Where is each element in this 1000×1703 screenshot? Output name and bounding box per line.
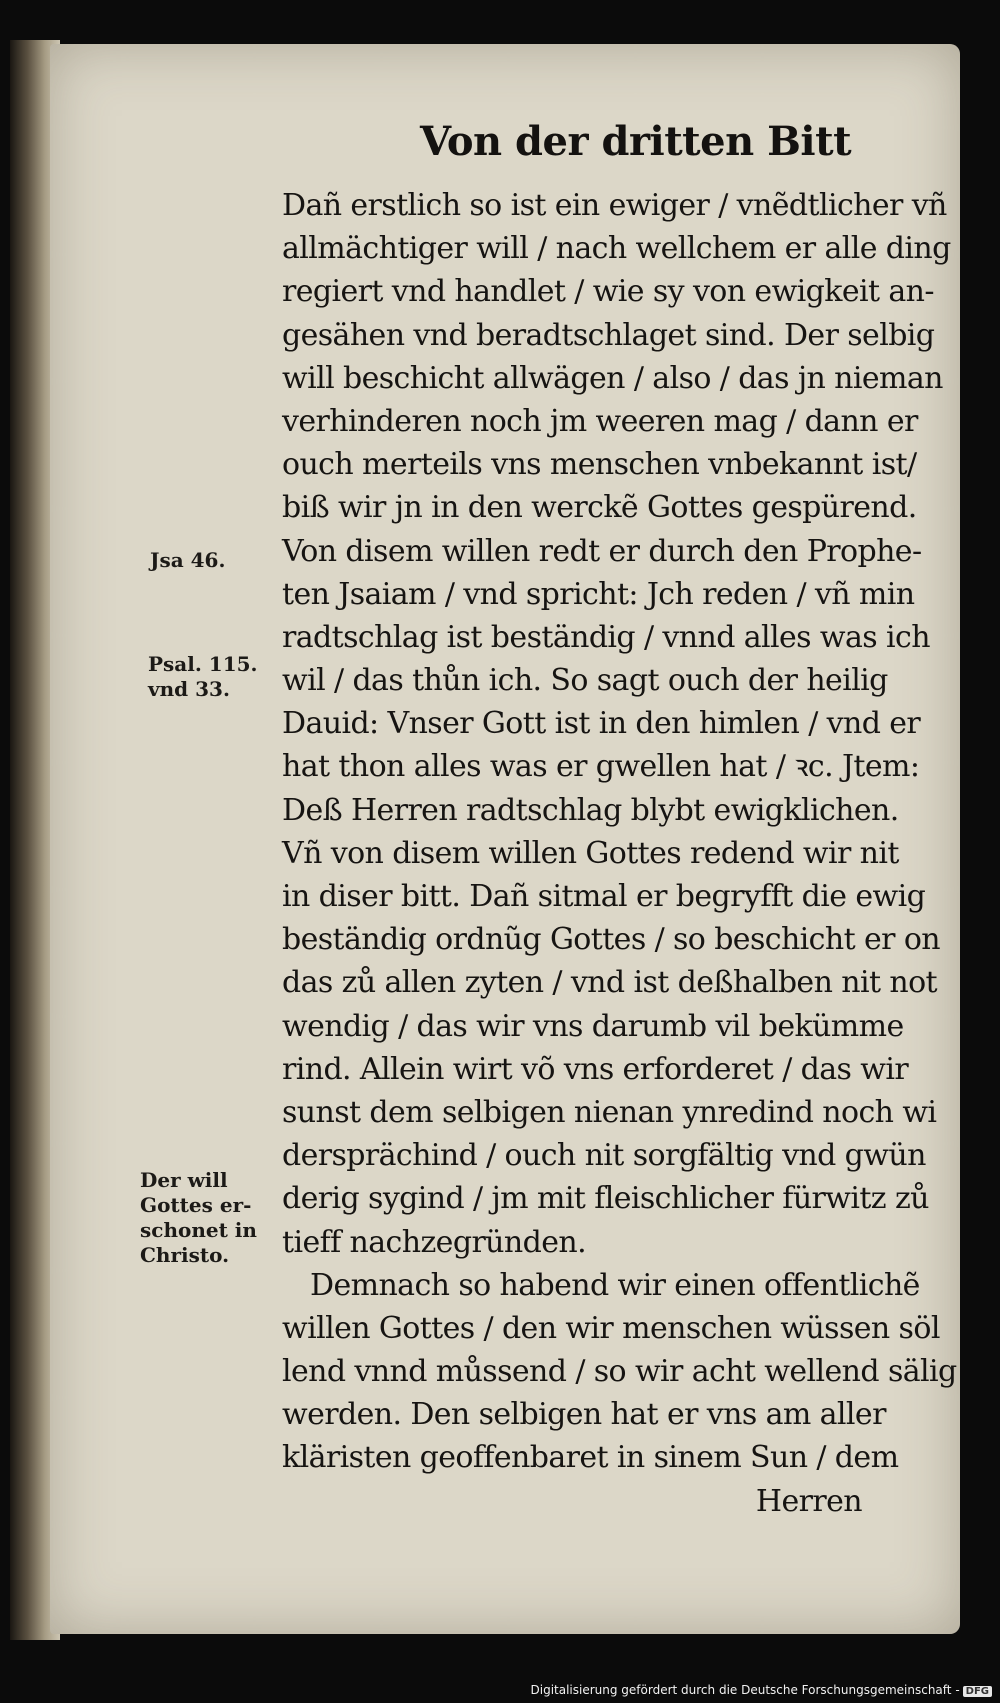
text-line: wil / das thůn ich. So sagt ouch der heilig (282, 663, 888, 699)
text-line: gesähen vnd beradtschlaget sind. Der selbig (282, 317, 935, 353)
text-line: Von disem willen redt er durch den Prophe- (282, 533, 922, 569)
text-line: derig sygind / jm mit fleischlicher fürwitz zů (282, 1181, 929, 1217)
body-text-block (282, 184, 962, 1523)
text-line: das zů allen zyten / vnd ist deßhalben nit not (282, 965, 937, 1001)
text-line: Dauid: Vnser Gott ist in den himlen / vnd er (282, 706, 921, 742)
credit-text: Digitalisierung gefördert durch die Deutsche Forschungsgemeinschaft - (530, 1683, 960, 1697)
text-line: wendig / das wir vns darumb vil bekümme (282, 1008, 904, 1044)
text-line: dersprächind / ouch nit sorgfältig vnd gwün (282, 1138, 926, 1174)
text-line: werden. Den selbigen hat er vns am aller (282, 1397, 886, 1433)
dfg-logo: DFG (963, 1686, 992, 1697)
text-line: Deß Herren radtschlag blybt ewigklichen. (282, 792, 899, 828)
margin-note-isaiah: Jsa 46. (150, 548, 226, 572)
text-line: beständig ordnũg Gottes / so beschicht er on (282, 922, 941, 958)
text-line: in diser bitt. Dañ sitmal er begryfft die ewig (282, 879, 926, 914)
text-line: ouch merteils vns menschen vnbekannt ist/ (282, 447, 917, 483)
text-line: radtschlag ist beständig / vnnd alles was ich (282, 619, 930, 655)
text-line: rind. Allein wirt võ vns erforderet / das wir (282, 1051, 909, 1087)
text-line: verhinderen noch jm weeren mag / dann er (282, 403, 918, 439)
margin-note-psalms: Psal. 115. vnd 33. (148, 652, 258, 701)
text-line: tieff nachzegründen. (282, 1224, 587, 1260)
text-line: Demnach so habend wir einen offentlichẽ (310, 1267, 920, 1303)
text-line: ten Jsaiam / vnd spricht: Jch reden / vñ min (282, 576, 915, 612)
digitization-credit (531, 1683, 993, 1697)
catchword: Herren (755, 1483, 862, 1519)
text-line: sunst dem selbigen nienan ynredind noch wi (282, 1094, 937, 1130)
text-line: regiert vnd handlet / wie sy von ewigkeit an- (282, 274, 934, 310)
margin-note-will-of-god: Der will Gottes er- schonet in Christo. (140, 1168, 257, 1267)
text-line: biß wir jn in den werckẽ Gottes gespürend. (282, 490, 917, 526)
text-line: willen Gottes / den wir menschen wüssen söl (282, 1310, 940, 1346)
text-line: hat thon alles was er gwellen hat / ꝛc. Jtem: (282, 749, 920, 785)
text-line: kläristen geoffenbaret in sinem Sun / dem (282, 1440, 899, 1476)
text-line: will beschicht allwägen / also / das jn nieman (282, 360, 943, 396)
running-head: Von der dritten Bitt (420, 118, 852, 165)
text-line: allmächtiger will / nach wellchem er alle ding (282, 231, 951, 267)
text-line: Dañ erstlich so ist ein ewiger / vnẽdtlicher vñ (282, 188, 947, 223)
text-line: lend vnnd můssend / so wir acht wellend sälig (282, 1354, 957, 1390)
text-line: Vñ von disem willen Gottes redend wir nit (282, 835, 899, 871)
